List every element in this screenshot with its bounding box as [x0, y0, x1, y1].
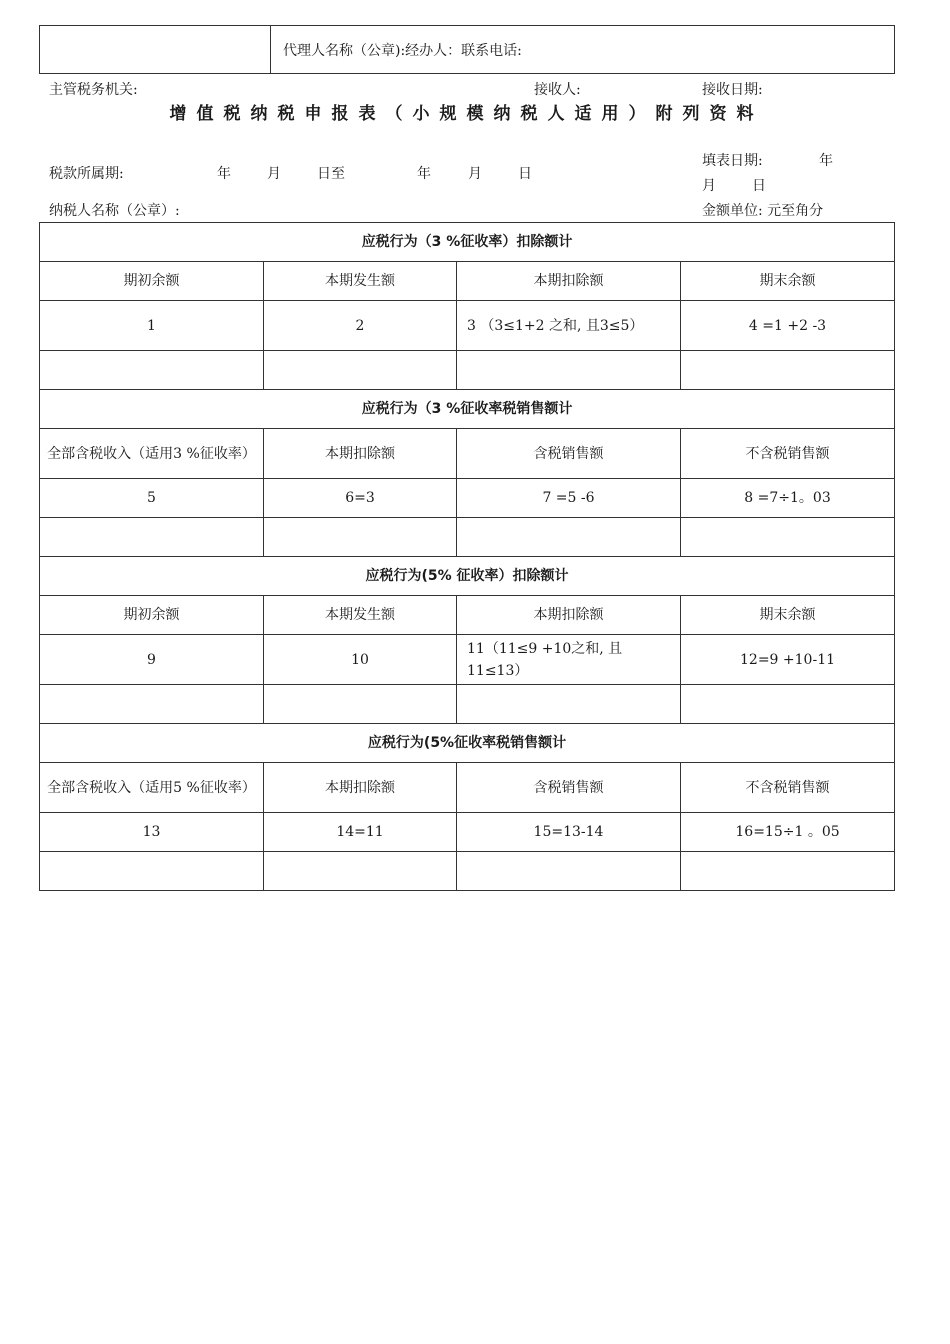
agent-info-cell: 代理人名称（公章):经办人：联系电话:	[271, 26, 895, 74]
formula-cell: 14=11	[264, 813, 457, 852]
formula-row	[40, 479, 895, 518]
header-row	[40, 596, 895, 635]
agent-row	[40, 26, 895, 74]
formula-cell: 8 =7÷1。03	[681, 479, 895, 518]
formula-cell: 11（11≤9 +10之和, 且11≤13）	[457, 635, 681, 685]
header-row	[40, 429, 895, 479]
entry-cell[interactable]	[264, 685, 457, 724]
section-title: 应税行为（3 %征收率税销售额计	[40, 390, 895, 429]
section-title: 应税行为(5% 征收率）扣除额计	[40, 557, 895, 596]
section-title-row	[40, 390, 895, 429]
header-cell: 不含税销售额	[681, 429, 895, 479]
formula-cell: 12=9 +10-11	[681, 635, 895, 685]
entry-cell[interactable]	[40, 351, 264, 390]
period-year-1: 年	[217, 166, 231, 182]
entry-cell[interactable]	[264, 351, 457, 390]
header-cell: 本期扣除额	[457, 262, 681, 301]
data-entry-row	[40, 351, 895, 390]
header-cell: 本期发生额	[264, 262, 457, 301]
entry-cell[interactable]	[40, 685, 264, 724]
formula-row	[40, 301, 895, 351]
formula-cell: 4 =1 +2 -3	[681, 301, 895, 351]
header-cell: 本期扣除额	[457, 596, 681, 635]
entry-cell[interactable]	[264, 518, 457, 557]
taxpayer-name-label: 纳税人名称（公章）:	[49, 203, 180, 219]
header-cell: 含税销售额	[457, 763, 681, 813]
section-title-row	[40, 557, 895, 596]
period-month-2: 月	[468, 166, 482, 182]
formula-cell: 9	[40, 635, 264, 685]
header-cell: 期末余额	[681, 262, 895, 301]
data-entry-row	[40, 685, 895, 724]
section-title: 应税行为（3 %征收率）扣除额计	[40, 223, 895, 262]
period-day-2: 日	[518, 166, 532, 182]
tax-authority-label: 主管税务机关:	[49, 82, 138, 98]
formula-cell: 10	[264, 635, 457, 685]
receive-date-label: 接收日期:	[702, 82, 763, 98]
period-month-1: 月	[267, 166, 281, 182]
header-cell: 本期发生额	[264, 596, 457, 635]
fill-date-year: 年	[819, 153, 833, 169]
formula-cell: 13	[40, 813, 264, 852]
entry-cell[interactable]	[457, 351, 681, 390]
fill-date-month: 月	[702, 178, 716, 194]
header-row	[40, 262, 895, 301]
section-title-row	[40, 724, 895, 763]
section-title: 应税行为(5%征收率税销售额计	[40, 724, 895, 763]
entry-cell[interactable]	[681, 685, 895, 724]
formula-cell: 16=15÷1 。05	[681, 813, 895, 852]
header-cell: 期末余额	[681, 596, 895, 635]
fill-date-label: 填表日期:	[702, 153, 763, 169]
agent-blank-cell	[40, 26, 271, 74]
period-year-2: 年	[417, 166, 431, 182]
fill-date-day: 日	[752, 178, 766, 194]
entry-cell[interactable]	[457, 852, 681, 891]
entry-cell[interactable]	[457, 685, 681, 724]
entry-cell[interactable]	[681, 518, 895, 557]
agent-info-table	[39, 25, 895, 74]
entry-cell[interactable]	[264, 852, 457, 891]
amount-unit-label: 金额单位: 元至角分	[702, 203, 824, 219]
header-cell: 不含税销售额	[681, 763, 895, 813]
tax-period-label: 税款所属期:	[49, 166, 124, 182]
entry-cell[interactable]	[40, 852, 264, 891]
header-cell: 本期扣除额	[264, 763, 457, 813]
data-entry-row	[40, 518, 895, 557]
header-cell: 期初余额	[40, 262, 264, 301]
header-row	[40, 763, 895, 813]
formula-cell: 3 （3≤1+2 之和, 且3≤5）	[457, 301, 681, 351]
entry-cell[interactable]	[681, 351, 895, 390]
section-title-row	[40, 223, 895, 262]
entry-cell[interactable]	[681, 852, 895, 891]
attachment-table	[39, 222, 895, 891]
form-title: 增值税纳税申报表（小规模纳税人适用）附列资料	[169, 104, 764, 124]
entry-cell[interactable]	[457, 518, 681, 557]
header-cell: 本期扣除额	[264, 429, 457, 479]
formula-cell: 5	[40, 479, 264, 518]
formula-row	[40, 635, 895, 685]
receiver-label: 接收人:	[534, 82, 581, 98]
data-entry-row	[40, 852, 895, 891]
formula-row	[40, 813, 895, 852]
header-cell: 全部含税收入（适用3 %征收率）	[40, 429, 264, 479]
header-cell: 含税销售额	[457, 429, 681, 479]
formula-cell: 1	[40, 301, 264, 351]
period-day-1: 日至	[317, 166, 345, 182]
header-cell: 全部含税收入（适用5 %征收率）	[40, 763, 264, 813]
formula-cell: 15=13-14	[457, 813, 681, 852]
formula-cell: 7 =5 -6	[457, 479, 681, 518]
entry-cell[interactable]	[40, 518, 264, 557]
formula-cell: 6=3	[264, 479, 457, 518]
header-cell: 期初余额	[40, 596, 264, 635]
formula-cell: 2	[264, 301, 457, 351]
